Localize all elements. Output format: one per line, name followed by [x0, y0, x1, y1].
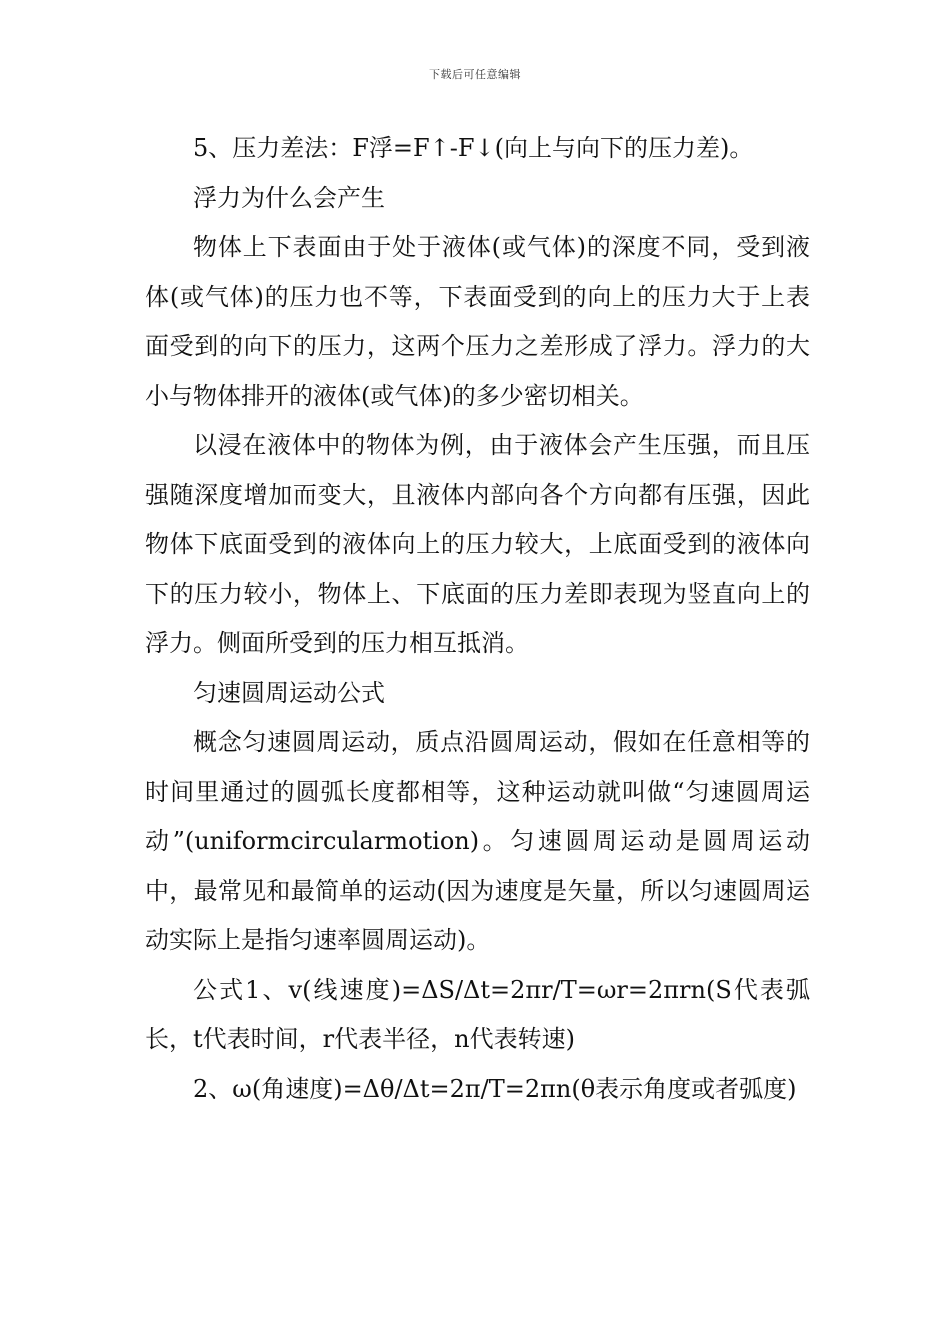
- paragraph-buoyancy-cause: 物体上下表面由于处于液体(或气体)的深度不同，受到液体(或气体)的压力也不等，下表面受到的向上的压力大于上表面受到的向下的压力，这两个压力之差形成了浮力。浮力的大小与物体排开的液体(或气体)的多少密切相关。: [145, 233, 810, 410]
- paragraph-pressure-difference-method: 5、压力差法：F浮=F↑-F↓(向上与向下的压力差)。: [193, 134, 754, 162]
- heading-why-buoyancy: 浮力为什么会产生: [193, 183, 385, 212]
- paragraph-circular-motion-concept: 概念匀速圆周运动，质点沿圆周运动，假如在任意相等的时间里通过的圆弧长度都相等，这种运动就叫做“匀速圆周运动”(uniformcircularmotion)。匀速圆周运动是圆周运动中，最常见和最简单的运动(因为速度是矢量，所以匀速圆周运动实际上是指匀速率圆周运动)。: [145, 728, 810, 954]
- heading-uniform-circular-motion: 匀速圆周运动公式: [193, 678, 385, 707]
- document-body: [145, 124, 810, 1114]
- paragraph-buoyancy-example: 以浸在液体中的物体为例，由于液体会产生压强，而且压强随深度增加而变大，且液体内部向各个方向都有压强，因此物体下底面受到的液体向上的压力较大，上底面受到的液体向下的压力较小，物体上、下底面的压力差即表现为竖直向上的浮力。侧面所受到的压力相互抵消。: [145, 431, 810, 657]
- paragraph-formula-linear-velocity: 公式1、v(线速度)=ΔS/Δt=2πr/T=ωr=2πrn(S代表弧长，t代表时间，r代表半径，n代表转速): [145, 975, 810, 1053]
- paragraph-formula-angular-velocity: 2、ω(角速度)=Δθ/Δt=2π/T=2πn(θ表示角度或者弧度): [193, 1074, 797, 1103]
- page-header: 下载后可任意编辑: [429, 68, 521, 81]
